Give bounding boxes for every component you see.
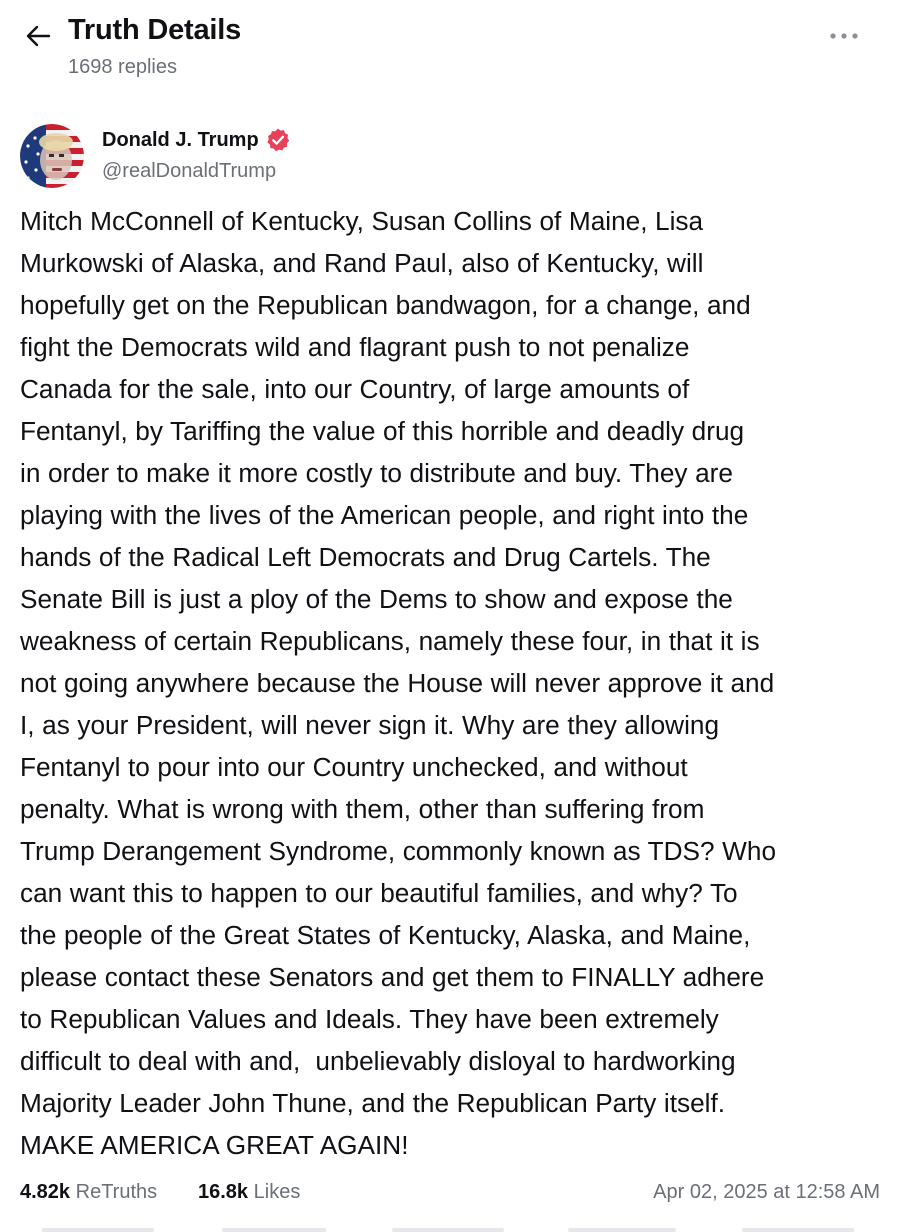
avatar[interactable]: [20, 124, 84, 188]
avatar-image: [20, 124, 84, 188]
action-bar-hint: [0, 1228, 898, 1232]
post-text-line: Mitch McConnell of Kentucky, Susan Collins of Maine, Lisa: [20, 206, 704, 236]
likes-stat[interactable]: [198, 1181, 300, 1204]
post-text-line: can want this to happen to our beautiful families, and why? To: [20, 878, 738, 908]
post-text-line: Senate Bill is just a ploy of the Dems to show and expose the: [20, 584, 733, 614]
back-button[interactable]: [20, 18, 56, 54]
post-text-line: Trump Derangement Syndrome, commonly known as TDS? Who: [20, 836, 777, 866]
page-header: [0, 0, 898, 100]
post-text-line: in order to make it more costly to distribute and buy. They are: [20, 458, 733, 488]
post-text-line: Fentanyl to pour into our Country unchecked, and without: [20, 752, 688, 782]
verified-badge-icon: [265, 127, 291, 153]
page-title: Truth Details: [68, 14, 242, 46]
post-text-line: hopefully get on the Republican bandwagon, for a change, and: [20, 290, 751, 320]
post-text-line: Fentanyl, by Tariffing the value of this horrible and deadly drug: [20, 416, 745, 446]
post-text-line: the people of the Great States of Kentucky, Alaska, and Maine,: [20, 920, 751, 950]
post-text-line: fight the Democrats wild and flagrant push to not penalize: [20, 332, 690, 362]
retruths-label: ReTruths: [75, 1181, 158, 1203]
post-text-line: penalty. What is wrong with them, other than suffering from: [20, 794, 705, 824]
post-text-line: Murkowski of Alaska, and Rand Paul, also of Kentucky, will: [20, 248, 704, 278]
post-text-line: please contact these Senators and get them to FINALLY adhere: [20, 962, 765, 992]
more-options-button[interactable]: [822, 20, 866, 52]
post-author: [20, 124, 620, 190]
post-text-line: difficult to deal with and, unbelievably disloyal to hardworking: [20, 1046, 736, 1076]
post-text-line: Canada for the sale, into our Country, of large amounts of: [20, 374, 690, 404]
post-stats: [20, 1178, 880, 1210]
ellipsis-icon: [829, 32, 859, 40]
author-handle[interactable]: @realDonaldTrump: [102, 160, 277, 182]
likes-count: 16.8k: [198, 1181, 249, 1203]
post-text-line: I, as your President, will never sign it. Why are they allowing: [20, 710, 720, 740]
author-name-text: Donald J. Trump: [102, 128, 259, 151]
post-body: [20, 200, 882, 1166]
post-text-line: to Republican Values and Ideals. They have been extremely: [20, 1004, 719, 1034]
retruths-count: 4.82k: [20, 1181, 71, 1203]
author-name[interactable]: [102, 127, 291, 153]
post-text-line: MAKE AMERICA GREAT AGAIN!: [20, 1130, 409, 1160]
post-text-line: not going anywhere because the House will never approve it and: [20, 668, 775, 698]
post-timestamp: Apr 02, 2025 at 12:58 AM: [653, 1181, 880, 1203]
post-text-line: hands of the Radical Left Democrats and Drug Cartels. The: [20, 542, 711, 572]
post-text-line: Majority Leader John Thune, and the Republican Party itself.: [20, 1088, 726, 1118]
replies-count: 1698 replies: [68, 56, 177, 78]
retruths-stat[interactable]: [20, 1181, 157, 1204]
post-text-line: playing with the lives of the American people, and right into the: [20, 500, 749, 530]
arrow-left-icon: [24, 22, 52, 50]
post-text-line: weakness of certain Republicans, namely these four, in that it is: [20, 626, 760, 656]
likes-label: Likes: [253, 1181, 301, 1203]
